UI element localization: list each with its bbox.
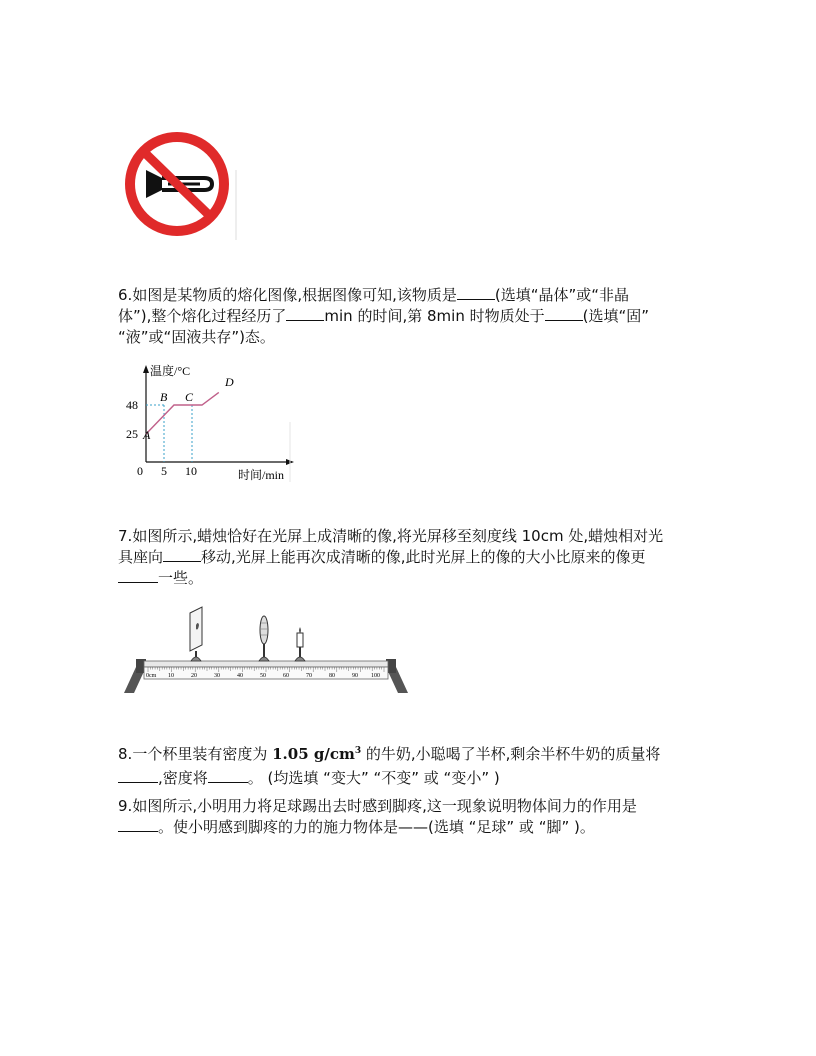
point-A: A bbox=[143, 428, 151, 442]
answer-blank[interactable] bbox=[208, 768, 248, 783]
light-screen bbox=[190, 607, 202, 661]
scale-10: 10 bbox=[168, 673, 174, 679]
q6-number: 6. bbox=[118, 286, 133, 304]
q7-line3: 一些。 bbox=[118, 568, 698, 589]
y-tick-48: 48 bbox=[126, 398, 138, 412]
point-B: B bbox=[160, 390, 168, 404]
answer-blank[interactable] bbox=[118, 768, 158, 783]
scale-70: 70 bbox=[306, 673, 312, 679]
no-horn-icon bbox=[130, 137, 224, 231]
q7-line2: 具座向 移动,光屏上能再次成清晰的像,此时光屏上的像的大小比原来的像更 bbox=[118, 548, 646, 566]
q7-number: 7. bbox=[118, 527, 133, 545]
scale-30: 30 bbox=[214, 673, 220, 679]
point-C: C bbox=[185, 390, 194, 404]
melting-graph bbox=[118, 362, 298, 484]
y-tick-25: 25 bbox=[126, 427, 138, 441]
question-6 bbox=[118, 285, 698, 348]
q6-line3: “液”或“固液共存”)态。 bbox=[118, 328, 275, 346]
q7-line1: 7.如图所示,蜡烛恰好在光屏上成清晰的像,将光屏移至刻度线 10cm 处,蜡烛相对光 bbox=[118, 527, 664, 545]
q9-line2: 。使小明感到脚疼的力的施力物体是——(选填 “足球” 或 “脚” )。 bbox=[118, 817, 698, 838]
melting-curve bbox=[146, 392, 219, 434]
q6-line1: 6.如图是某物质的熔化图像,根据图像可知,该物质是 (选填“晶体”或“非晶 bbox=[118, 286, 630, 304]
answer-blank[interactable] bbox=[118, 817, 158, 832]
scale-unit: 0cm bbox=[146, 673, 157, 679]
x-axis-label: 时间/min bbox=[238, 468, 285, 482]
y-axis-arrow bbox=[143, 365, 149, 373]
scale-80: 80 bbox=[329, 673, 335, 679]
x-tick-0: 0 bbox=[137, 464, 143, 478]
scale-90: 90 bbox=[352, 673, 358, 679]
scale-20: 20 bbox=[191, 673, 197, 679]
bench-rail bbox=[144, 661, 388, 667]
q8-number: 8. bbox=[118, 745, 133, 763]
x-tick-5: 5 bbox=[161, 464, 167, 478]
answer-blank[interactable] bbox=[286, 306, 324, 321]
answer-blank[interactable] bbox=[118, 568, 158, 583]
answer-blank[interactable] bbox=[163, 547, 201, 562]
q8-line1: 8.一个杯里装有密度为 1.05 $g/cm^3$ 的牛奶,小聪喝了半杯,剩余半杯牛奶的质量将 bbox=[118, 745, 661, 763]
answer-blank[interactable] bbox=[545, 306, 583, 321]
scale-100: 100 bbox=[371, 673, 380, 679]
q9-line1: 9.如图所示,小明用力将足球踢出去时感到脚疼,这一现象说明物体间力的作用是 bbox=[118, 797, 637, 815]
candle bbox=[295, 627, 305, 661]
q6-line2: 体”),整个熔化过程经历了 min 的时间,第 8min 时物质处于 (选填“固” bbox=[118, 307, 650, 325]
x-tick-10: 10 bbox=[185, 464, 197, 478]
scale-60: 60 bbox=[283, 673, 289, 679]
question-7 bbox=[118, 526, 698, 589]
optical-bench bbox=[122, 603, 410, 699]
scale-50: 50 bbox=[260, 673, 266, 679]
scale-40: 40 bbox=[237, 673, 243, 679]
question-9 bbox=[118, 796, 698, 838]
no-horn-sign bbox=[120, 130, 240, 242]
point-D: D bbox=[225, 375, 234, 389]
answer-blank[interactable] bbox=[457, 285, 495, 300]
convex-lens bbox=[259, 616, 269, 661]
q8-line2: ,密度将 。 (均选填 “变大” “不变” 或 “变小” ) bbox=[118, 768, 698, 789]
q9-number: 9. bbox=[118, 797, 133, 815]
question-8 bbox=[118, 741, 698, 789]
y-axis-label: 温度/°C bbox=[150, 364, 191, 378]
density-value: 1.05 $g/cm^3$ bbox=[272, 745, 362, 763]
